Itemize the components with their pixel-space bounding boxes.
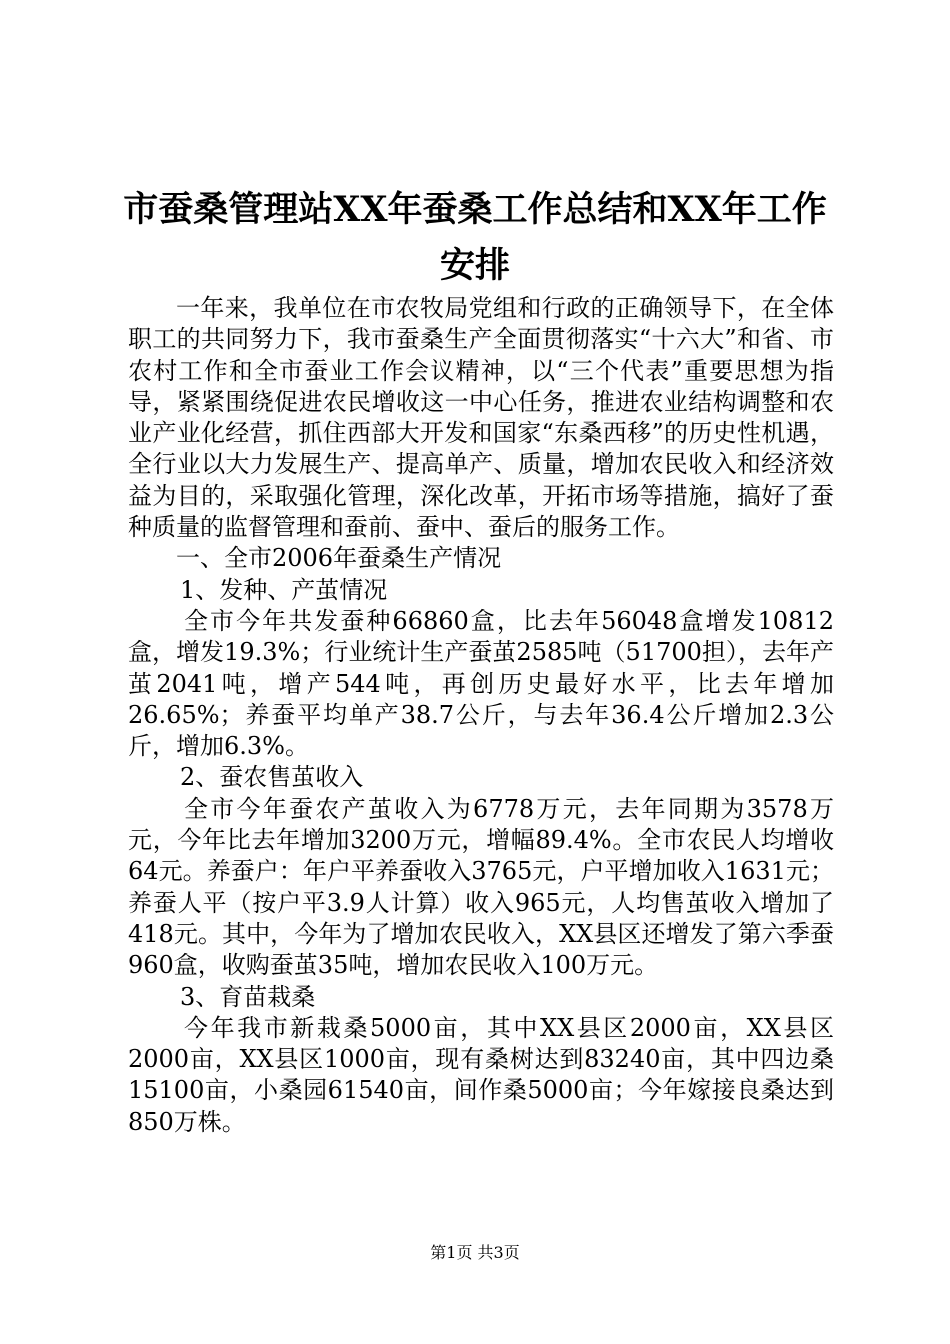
subsection-heading: 3、育苗栽桑 (180, 982, 316, 1011)
page-footer: 第1页 共3页 (430, 1243, 520, 1262)
body-paragraph: 全市今年蚕农产茧收入为6778万元，去年同期为3578万元，今年比去年增加3200万元，增幅89.4%。全市农民人均增收64元。养蚕户：年户平养蚕收入3765元，户平增加收入1631元；养蚕人平（按户平3.9人计算）收入965元，人均售茧收入增加了418元。其中，今年为了增加农民收入，XX县区还增发了第六季蚕960盒，收购蚕茧35吨，增加农民收入100万元。 (128, 794, 834, 980)
intro-paragraph: 一年来，我单位在市农牧局党组和行政的正确领导下，在全体职工的共同努力下，我市蚕桑生产全面贯彻落实“十六大”和省、市农村工作和全市蚕业工作会议精神，以“三个代表”重要思想为指导，紧紧围绕促进农民增收这一中心任务，推进农业结构调整和农业产业化经营，抓住西部大开发和国家“东桑西移”的历史性机遇，全行业以大力发展生产、提高单产、质量，增加农民收入和经济效益为目的，采取强化管理，深化改革，开拓市场等措施，搞好了蚕种质量的监督管理和蚕前、蚕中、蚕后的服务工作。 (128, 294, 834, 542)
document-body (128, 293, 834, 1138)
body-paragraph: 今年我市新栽桑5000亩，其中XX县区2000亩，XX县区2000亩，XX县区1000亩，现有桑树达到83240亩，其中四边桑15100亩，小桑园61540亩，间作桑5000亩；今年嫁接良桑达到850万株。 (128, 1013, 834, 1136)
subsection-heading: 2、蚕农售茧收入 (180, 763, 364, 792)
subsection-heading: 1、发种、产茧情况 (180, 575, 388, 604)
section-heading: 一、全市2006年蚕桑生产情况 (176, 544, 502, 573)
body-paragraph: 全市今年共发蚕种66860盒，比去年56048盒增发10812盒，增发19.3%；行业统计生产蚕茧2585吨（51700担），去年产茧2041吨，增产544吨，再创历史最好水平，比去年增加26.65%；养蚕平均单产38.7公斤，与去年36.4公斤增加2.3公斤，增加6.3%。 (128, 606, 834, 761)
document-title: 市蚕桑管理站XX年蚕桑工作总结和XX年工作安排 (123, 189, 827, 286)
